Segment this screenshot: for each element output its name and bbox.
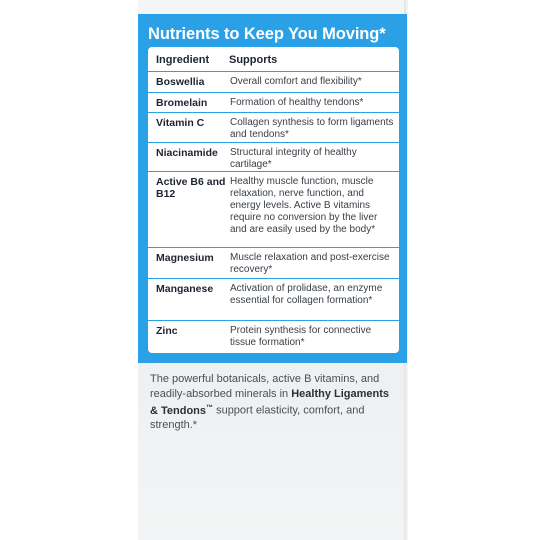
description-text-before: The powerful botanicals, active B vitamins, and readily-absorbed minerals in [150, 373, 380, 400]
ingredient-name: Active B6 and B12 [156, 176, 226, 200]
ingredient-name: Magnesium [156, 252, 214, 264]
ingredient-name: Bromelain [156, 97, 208, 109]
table-row [148, 143, 399, 172]
description-text-after: support elasticity, comfort, and strength.* [150, 404, 365, 432]
table-row [148, 279, 399, 321]
ingredient-support: Formation of healthy tendons* [230, 97, 364, 108]
table-row [148, 93, 399, 113]
header-supports: Supports [229, 54, 278, 66]
product-name: Healthy Ligaments & Tendons™ [150, 387, 390, 417]
ingredient-name: Boswellia [156, 76, 205, 88]
ingredient-name: Manganese [156, 283, 214, 295]
ingredient-support: Overall comfort and flexibility* [230, 76, 362, 87]
nutrients-table [148, 47, 399, 353]
ingredient-name: Zinc [156, 325, 178, 337]
panel-title: Nutrients to Keep You Moving* [148, 25, 386, 43]
table-row [148, 321, 399, 353]
ingredient-support: Activation of prolidase, an enzyme essential for collagen formation* [230, 283, 383, 306]
ingredient-support: Muscle relaxation and post-exercise recovery* [230, 252, 390, 275]
table-row [148, 72, 399, 93]
ingredient-support: Healthy muscle function, muscle relaxation, nerve function, and energy levels. Active B vitamins require no conversion by the liver and are easily used by the body* [230, 176, 378, 235]
table-row [148, 172, 399, 248]
table-row [148, 248, 399, 279]
table-header-row [148, 47, 399, 72]
ingredient-support: Protein synthesis for connective tissue formation* [230, 325, 372, 348]
table-row [148, 113, 399, 143]
trademark-symbol: ™ [206, 404, 214, 411]
product-description [150, 372, 400, 433]
ingredient-name: Niacinamide [156, 147, 218, 159]
ingredient-support: Structural integrity of healthy cartilage* [230, 147, 357, 170]
header-ingredient: Ingredient [156, 54, 210, 66]
ingredient-name: Vitamin C [156, 117, 205, 129]
ingredient-support: Collagen synthesis to form ligaments and tendons* [230, 117, 394, 140]
